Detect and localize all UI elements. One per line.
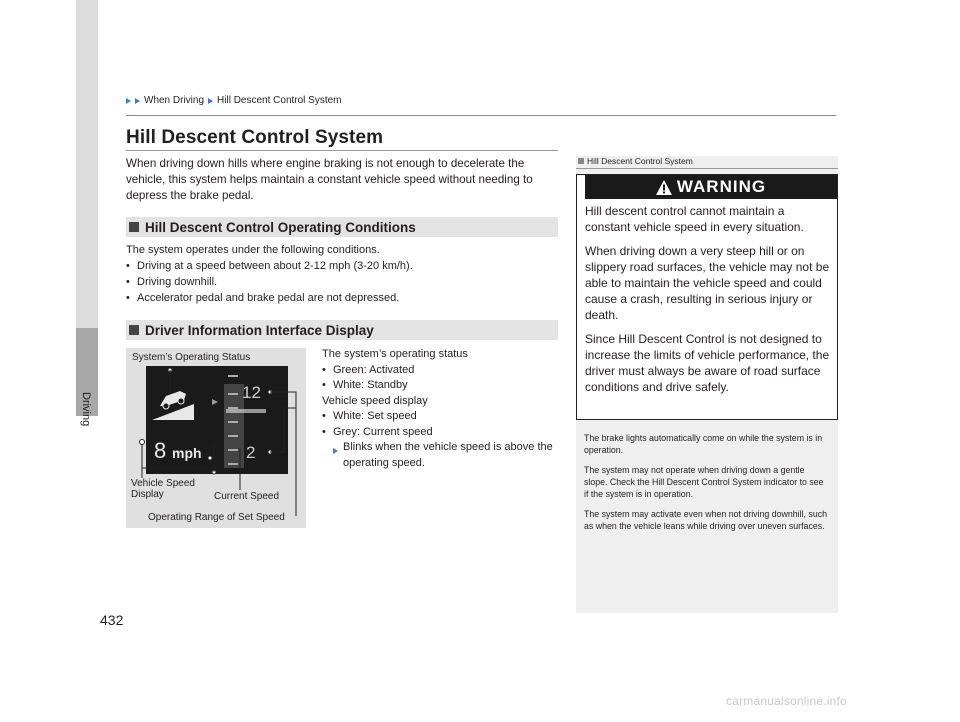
- bullet-icon: •: [126, 260, 130, 272]
- bullet-icon: •: [322, 410, 326, 422]
- list-item-text: Accelerator pedal and brake pedal are not depressed.: [137, 292, 400, 304]
- side-tab-label: Driving: [80, 392, 92, 427]
- warning-paragraph: Since Hill Descent Control is not designed to increase the limits of vehicle performance, the driver must always be aware of road surface conditions and drive safely.: [585, 332, 830, 394]
- figure-label-vehicle-speed-display: [131, 478, 195, 500]
- list-item-text: Driving downhill.: [137, 276, 218, 288]
- bullet-icon: •: [322, 379, 326, 391]
- list-item: [322, 363, 558, 379]
- figure-label-current-speed: Current Speed: [214, 491, 280, 502]
- page-title: Hill Descent Control System: [126, 127, 384, 148]
- section-square-icon: [129, 222, 139, 232]
- intro-paragraph: When driving down hills where engine braking is not enough to decelerate the vehicle, this system helps maintain a constant vehicle speed without needing to depress the brake pedal.: [126, 157, 533, 202]
- conditions-lead: The system operates under the following conditions.: [126, 244, 380, 256]
- warning-paragraph: Hill descent control cannot maintain a constant vehicle speed in every situation.: [585, 204, 804, 234]
- warning-header: [585, 175, 837, 199]
- list-item: [322, 378, 558, 394]
- warning-paragraph: When driving down a very steep hill or on slippery road surfaces, the vehicle may not be able to maintain the vehicle speed and could cause a crash, resulting in serious injury or death.: [585, 244, 830, 322]
- vsd-note-text: Blinks when the vehicle speed is above the operating speed.: [343, 441, 553, 469]
- list-item: [126, 258, 556, 274]
- side-notes-header: [576, 156, 838, 166]
- scale-top-label: 12: [242, 383, 261, 402]
- list-item: [322, 425, 558, 441]
- side-tab-background: [76, 0, 98, 328]
- breadcrumb-item[interactable]: Hill Descent Control System: [217, 95, 342, 106]
- section-heading-display: [126, 320, 558, 340]
- display-description: [322, 347, 558, 471]
- speed-unit: mph: [172, 445, 202, 461]
- note-paragraph: The system may not operate when driving down a gentle slope. Check the Hill Descent Control System indicator to see if the system is in operation.: [584, 465, 824, 499]
- breadcrumb-item[interactable]: When Driving: [144, 95, 205, 106]
- note-arrow-icon: [333, 448, 338, 454]
- warning-text: [585, 203, 830, 403]
- breadcrumb: [126, 95, 342, 106]
- list-item-text: Driving at a speed between about 2-12 mph (3-20 km/h).: [137, 260, 413, 272]
- speed-value: 8: [154, 438, 167, 463]
- list-item: [126, 274, 556, 290]
- warning-triangle-icon: [656, 180, 672, 195]
- vsd-note: [322, 440, 558, 471]
- note-paragraph: The system may activate even when not driving downhill, such as when the vehicle leans while driving over uneven surfaces.: [584, 509, 828, 531]
- status-heading: The system’s operating status: [322, 348, 468, 360]
- breadcrumb-arrow-icon: [208, 98, 213, 104]
- bullet-icon: •: [126, 292, 130, 304]
- list-item: [322, 409, 558, 425]
- section-title: Driver Information Interface Display: [145, 322, 374, 338]
- figure-label-operating-status: System’s Operating Status: [132, 352, 251, 363]
- list-item-text: Grey: Current speed: [333, 425, 433, 438]
- warning-label: WARNING: [676, 177, 767, 196]
- note-paragraph: The brake lights automatically come on while the system is in operation.: [584, 433, 823, 455]
- section-heading-conditions: [126, 217, 558, 237]
- bullet-icon: •: [126, 276, 130, 288]
- breadcrumb-arrow-icon: [126, 98, 131, 104]
- page-number: 432: [100, 612, 124, 628]
- list-item: [126, 290, 556, 306]
- watermark: carmanualsonline.info: [726, 694, 847, 708]
- bullet-icon: •: [322, 363, 326, 376]
- bullet-icon: •: [322, 425, 326, 438]
- side-notes-title: Hill Descent Control System: [587, 156, 693, 166]
- side-notes-text: [584, 432, 830, 540]
- list-item-text: Green: Activated: [333, 363, 415, 376]
- conditions-block: [126, 242, 556, 306]
- side-notes-rule: [576, 168, 838, 169]
- figure-label-line: Display: [131, 489, 164, 500]
- title-rule: [126, 150, 558, 151]
- vsd-heading: Vehicle speed display: [322, 394, 428, 407]
- scale-bottom-label: 2: [246, 443, 256, 462]
- figure-label-operating-range: Operating Range of Set Speed: [148, 512, 285, 523]
- section-title: Hill Descent Control Operating Conditions: [145, 219, 416, 235]
- note-marker-icon: [578, 158, 584, 164]
- list-item-text: White: Standby: [333, 379, 408, 391]
- header-rule: [126, 115, 836, 116]
- figure-label-line: Vehicle Speed: [131, 478, 195, 489]
- list-item-text: White: Set speed: [333, 410, 417, 422]
- breadcrumb-arrow-icon: [135, 98, 140, 104]
- section-square-icon: [129, 325, 139, 335]
